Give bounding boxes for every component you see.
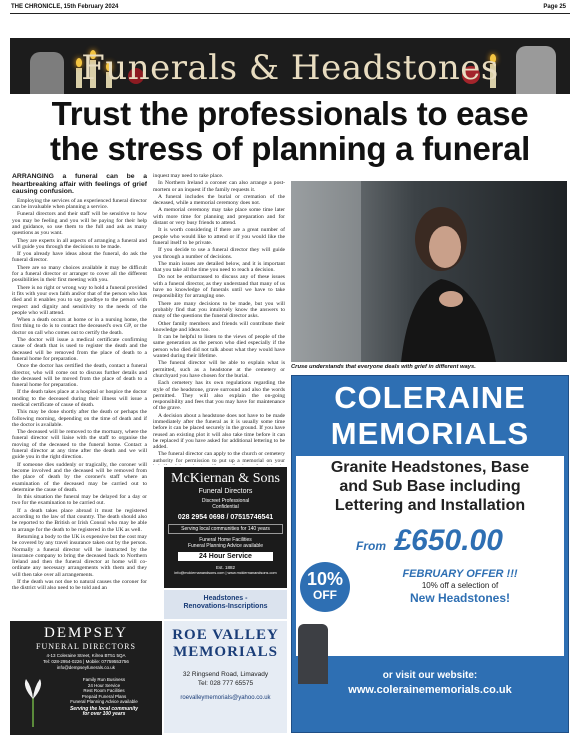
article-paragraph: The funeral director can apply to the church or cemetery authority for permission to put up a memorial on your — [153, 451, 285, 464]
header-rule — [10, 13, 570, 14]
dempsey-name: DEMPSEY — [43, 625, 128, 641]
feb-offer-new: New Headstones! — [409, 591, 511, 605]
february-offer — [360, 568, 560, 605]
headline-line-1: Trust the professionals to ease — [51, 95, 529, 132]
mckiernan-name: McKiernan & Sons — [171, 471, 280, 486]
article-paragraph: A memorial ceremony may take place some time later with more time for planning and preparation and for distant or very busy friends to attend. — [153, 207, 285, 227]
article-paragraph: inquest may need to take place. — [153, 173, 224, 179]
banner-title: Funerals & Headstones — [81, 48, 499, 88]
section-banner — [10, 38, 570, 94]
photo-caption: Cruse understands that everyone deals with grief in different ways. — [291, 364, 476, 370]
headline — [12, 96, 568, 166]
article-paragraph: Once the doctor has certified the death, contact a funeral director, who will come out to discuss further details and the deceased will be moved from the place of death to a funeral home for preparation. — [12, 363, 147, 389]
dempsey-services — [50, 677, 158, 718]
article-paragraph: Funeral directors and their staff will be sensitive to how you may be feeling and you will be paying for their help and guidance, so use them to the full and ask as many questions as you want. — [12, 211, 147, 237]
article-paragraph: The deceased will be removed to the mortuary, where the funeral director will liaise with the staff to organise the moving of the deceased to the funeral home. Contact a funeral director at any time after the death and we will guide you in the right direction. — [12, 429, 147, 461]
coleraine-name-line-1: COLERAINE — [334, 380, 526, 415]
article-paragraph: If the death was not due to natural causes the coroner for the district will also need to be told and an — [12, 579, 147, 592]
price: £650.00 — [394, 524, 503, 557]
article-paragraph: A funeral includes the burial or cremation of the deceased, while a memorial ceremony does not. — [153, 193, 285, 207]
mckiernan-hour-service: 24 Hour Service — [178, 552, 273, 561]
article-paragraph: Other family members and friends will contribute their knowledge and ideas too. — [153, 320, 285, 333]
article-paragraph: In this situation the funeral may be delayed for a day or two for the examination to be carried out. — [12, 494, 147, 507]
roe-valley-name-1: ROE VALLEY — [172, 627, 279, 643]
coleraine-memorials-ad — [291, 375, 569, 733]
lily-icon — [18, 677, 48, 727]
dempsey-sub: FUNERAL DIRECTORS — [36, 642, 136, 651]
article-paragraph: The doctor will issue a medical certificate confirming cause of death that is used to register the death and the deceased will be removed from the place of death to a funeral home for preparation. — [12, 337, 147, 362]
roe-valley-name-2: MEMORIALS — [173, 644, 278, 660]
mckiernan-tagline: Confidential — [212, 504, 239, 510]
mckiernan-tagline: Discreet Professional — [201, 498, 250, 504]
roe-valley-ad — [164, 621, 287, 733]
article-paragraph: There is no right or wrong way to hold a funeral provided it fits with your own faith and/or that of the person who has died and it enables you to say goodbye to the person with respect and dignity and sensitivity to the needs of the people who will attend. — [12, 284, 147, 316]
grieving-woman-photo — [291, 181, 567, 362]
coleraine-name-line-2: MEMORIALS — [330, 416, 530, 451]
visit-label: or visit our website: — [382, 670, 478, 681]
article-lead: ARRANGING a funeral can be a heartbreaking affair with feelings of grief causing confusion. — [12, 173, 147, 196]
article-paragraph: The main issues are detailed below, and it is important that you take all the time you need to reach a decision. — [153, 260, 285, 274]
article-paragraph: A decision about a headstone does not have to be made immediately after the funeral as it is usually some time before it can be placed securely in the ground. If you have reused an existing plot it will also take time before it can be replaced if you have asked for additional lettering to be added. — [153, 412, 285, 451]
headline-line-2: the stress of planning a funeral — [50, 130, 530, 167]
dempsey-service: 24 Hour Service — [87, 682, 121, 688]
article-paragraph: When a death occurs at home or in a nursing home, the first thing to do is to contact the deceased's own GP, or the doctor on call who comes out to certify the death. — [12, 317, 147, 336]
dempsey-service: Family Run Business — [82, 677, 126, 682]
article-paragraph: The funeral director will be able to explain what is permitted, such as a headstone at the cemetery or churchyard you have chosen for the burial. — [153, 360, 285, 379]
article-paragraph: Do not be embarrassed to discuss any of these issues with a funeral director, as they understand that many of us have no knowledge of funerals until we have to take responsibility for arranging one. — [153, 274, 285, 300]
dempsey-service: Funeral Planning Advice available — [70, 699, 138, 704]
article-paragraph: There are so many choices available it may be difficult for a funeral director or arranger to cover all the different possibilities in their first meeting with you. — [12, 264, 147, 284]
discount-percent: 10% — [306, 569, 344, 589]
article-paragraph: This may be done shortly after the death or perhaps the following morning, depending on the time of death and if the doctor is available. — [12, 409, 147, 428]
article-paragraph: Each cemetery has its own regulations regarding the style of the headstone, grave surround and also the words permitted. They will also explain the on-going responsibility and fees that you may have for maintenance of the grave. — [153, 380, 285, 412]
call-label: Call — [420, 616, 440, 627]
mckiernan-serving: Serving local communities for 140 years — [168, 524, 283, 534]
article-paragraph: In Northern Ireland a coroner can also arrange a post-mortem or an inquest if the family requests it. — [153, 180, 285, 193]
article-paragraph: It is worth considering if there are a great number of people who would like to attend or if you would like the funeral itself to be private. — [153, 227, 285, 246]
mckiernan-established: Est. 1882 — [215, 565, 235, 570]
mckiernan-phones: 028 2954 0698 / 07515746541 — [177, 514, 274, 521]
phone-number: 07593 505 757 — [356, 632, 504, 657]
renovations-line: Renovations-Inscriptions — [183, 603, 268, 610]
newspaper-name: THE CHRONICLE, 15th February 2024 — [11, 4, 119, 10]
website-link[interactable]: www.colerainememorials.co.uk — [348, 684, 512, 696]
article-paragraph: If you already have ideas about the funeral, do ask the funeral director. — [12, 251, 147, 264]
price-from: From — [356, 539, 386, 553]
discount-off: OFF — [313, 588, 337, 602]
article-column-2 — [153, 173, 285, 465]
article-paragraph: If someone dies suddenly or tragically, the coroner will become involved and the deceased will be removed from the place of death by the coroner's staff where an examination of the deceased may be carried out to determine the cause of death. — [12, 461, 147, 493]
mckiernan-sub: Funeral Directors — [198, 488, 253, 495]
offer-line: Lettering and Installation — [334, 497, 526, 514]
mckiernan-facility: Funeral Planning Advice available — [187, 543, 264, 549]
dempsey-email[interactable]: info@dempseyfunerals.co.uk — [56, 665, 116, 670]
dempsey-serving: for over 100 years — [82, 711, 126, 717]
dempsey-service: Prepaid Funeral Plans — [81, 693, 127, 699]
article-paragraph: If the death takes place at a hospital or hospice the doctor tending to the deceased during their illness will issue a medical certificate of cause of death. — [12, 389, 147, 408]
article-paragraph: If a death takes place abroad it must be registered according to the law of that country. The death should also be reported to the British or Irish Consul who may be able to arrange for the death to be registered in the UK as well. — [12, 507, 147, 533]
offer-line: Granite Headstones, Base — [330, 459, 530, 476]
headstones-line: Headstones - — [203, 595, 248, 602]
article-paragraph: If you decide to use a funeral director they will guide you through a number of decisions. — [153, 247, 285, 260]
feb-offer-sub: 10% off a selection of — [421, 581, 499, 590]
dempsey-address: 4-13 Coleraine Street, Kilrea BT51 5QA — [46, 653, 126, 658]
roe-valley-address: 32 Ringsend Road, Limavady — [182, 671, 269, 678]
roe-valley-email[interactable]: roevalleymemorials@yahoo.co.uk — [180, 695, 271, 701]
page-number: Page 25 — [543, 4, 566, 10]
article-paragraph: It can be helpful to listen to the views of people of the same generation as the person who died especially if the person who died did not talk about what they would have wanted during their lifetime. — [153, 334, 285, 360]
article-paragraph: Employing the services of an experienced funeral director can be invaluable when planning a service. — [12, 197, 147, 211]
article-paragraph: Returning a body to the UK is expensive but the cost may be covered by any travel insurance taken out by the person. Normally a funeral director will be instructed by the insurance company to bring the deceased back to Northern Ireland and then the funeral director at home will co-ordinate any necessary arrangements with them and they will then take over all arrangements. — [12, 533, 147, 578]
dempsey-serving: Serving the local community — [69, 705, 139, 712]
mckiernan-ad — [164, 467, 287, 588]
mckiernan-contact[interactable]: info@mckiernanandsons.com | www.mckiernanandsons.com — [174, 571, 277, 575]
mckiernan-facility: Funeral Home Facilities — [199, 537, 252, 543]
dempsey-ad — [10, 621, 162, 735]
price-row — [356, 524, 503, 558]
offer-line: and Sub Base including — [339, 478, 521, 495]
feb-offer-title: FEBRUARY OFFER !!! — [402, 568, 518, 580]
roe-valley-phone: Tel: 028 777 65575 — [197, 680, 254, 687]
article-column-1 — [12, 173, 147, 619]
article-photo — [291, 181, 567, 362]
discount-badge — [300, 562, 350, 612]
article-paragraph: They are experts in all aspects of arranging a funeral and will guide you through the decisions to be made. — [12, 237, 147, 250]
dempsey-service: Rest Room Facilities — [83, 688, 125, 693]
article-paragraph: There are many decisions to be made, but you will probably find that you intuitively know the answers to many of the questions the funeral director asks. — [153, 300, 285, 320]
dempsey-phone: Tel: 028-2954-0226 | Mobile: 07759553756 — [43, 659, 129, 664]
headstones-renovations-ad — [164, 590, 287, 619]
